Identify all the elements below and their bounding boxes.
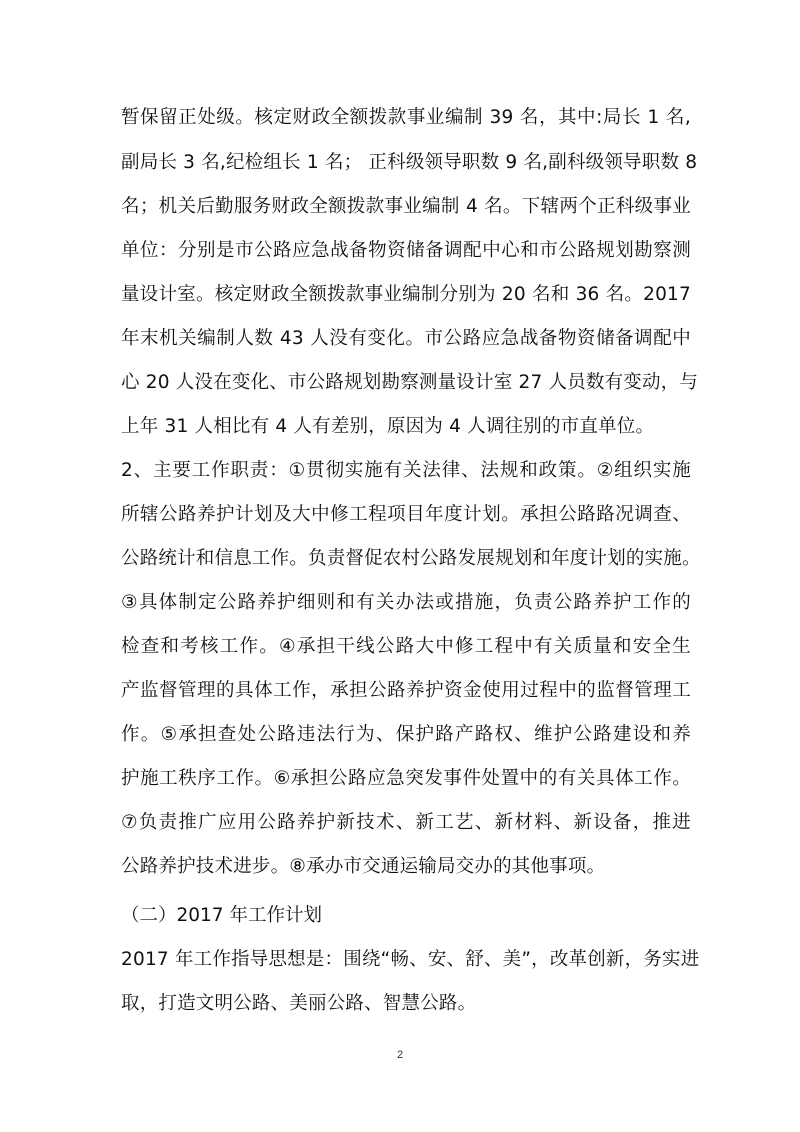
text-line: 公路养护技术进步。⑧承办市交通运输局交办的其他事项。 — [121, 856, 606, 877]
text-line: 护施工秩序工作。⑥承担公路应急突发事件处置中的有关具体工作。 — [121, 768, 691, 789]
text-line: 年末机关编制人数 43 人没有变化。市公路应急战备物资储备调配中 — [121, 328, 691, 349]
text-line: 2、主要工作职责：①贯彻实施有关法律、法规和政策。②组织实施 — [121, 460, 691, 481]
text-line: 2017 年工作指导思想是：围绕“畅、安、舒、美”，改革创新，务实进 — [121, 949, 700, 970]
text-line: 作。⑤承担查处公路违法行为、保护路产路权、维护公路建设和养 — [121, 724, 691, 745]
text-line: 上年 31 人相比有 4 人有差别，原因为 4 人调往别的市直单位。 — [121, 416, 655, 437]
text-line: ⑦负责推广应用公路养护新技术、新工艺、新材料、新设备，推进 — [121, 812, 691, 833]
text-line: 心 20 人没在变化、市公路规划勘察测量设计室 27 人员数有变动，与 — [121, 372, 699, 393]
text-line: 所辖公路养护计划及大中修工程项目年度计划。承担公路路况调查、 — [121, 504, 691, 525]
text-line: 暂保留正处级。核定财政全额拨款事业编制 39 名，其中:局长 1 名, — [121, 107, 691, 128]
text-line: 公路统计和信息工作。负责督促农村公路发展规划和年度计划的实施。 — [121, 548, 701, 569]
text-line: 单位：分别是市公路应急战备物资储备调配中心和市公路规划勘察测 — [121, 240, 691, 261]
section-heading: （二）2017 年工作计划 — [121, 905, 322, 926]
text-line: 名；机关后勤服务财政全额拨款事业编制 4 名。下辖两个正科级事业 — [121, 196, 691, 217]
text-line: ③具体制定公路养护细则和有关办法或措施，负责公路养护工作的 — [121, 592, 691, 613]
text-line: 取，打造文明公路、美丽公路、智慧公路。 — [121, 993, 477, 1014]
text-line: 副局长 3 名,纪检组长 1 名； 正科级领导职数 9 名,副科级领导职数 8 — [121, 152, 698, 173]
text-line: 检查和考核工作。④承担干线公路大中修工程中有关质量和安全生 — [121, 636, 691, 657]
page-number: 2 — [396, 1049, 404, 1061]
text-line: 量设计室。核定财政全额拨款事业编制分别为 20 名和 36 名。2017 — [121, 284, 691, 305]
text-line: 产监督管理的具体工作，承担公路养护资金使用过程中的监督管理工 — [121, 680, 691, 701]
